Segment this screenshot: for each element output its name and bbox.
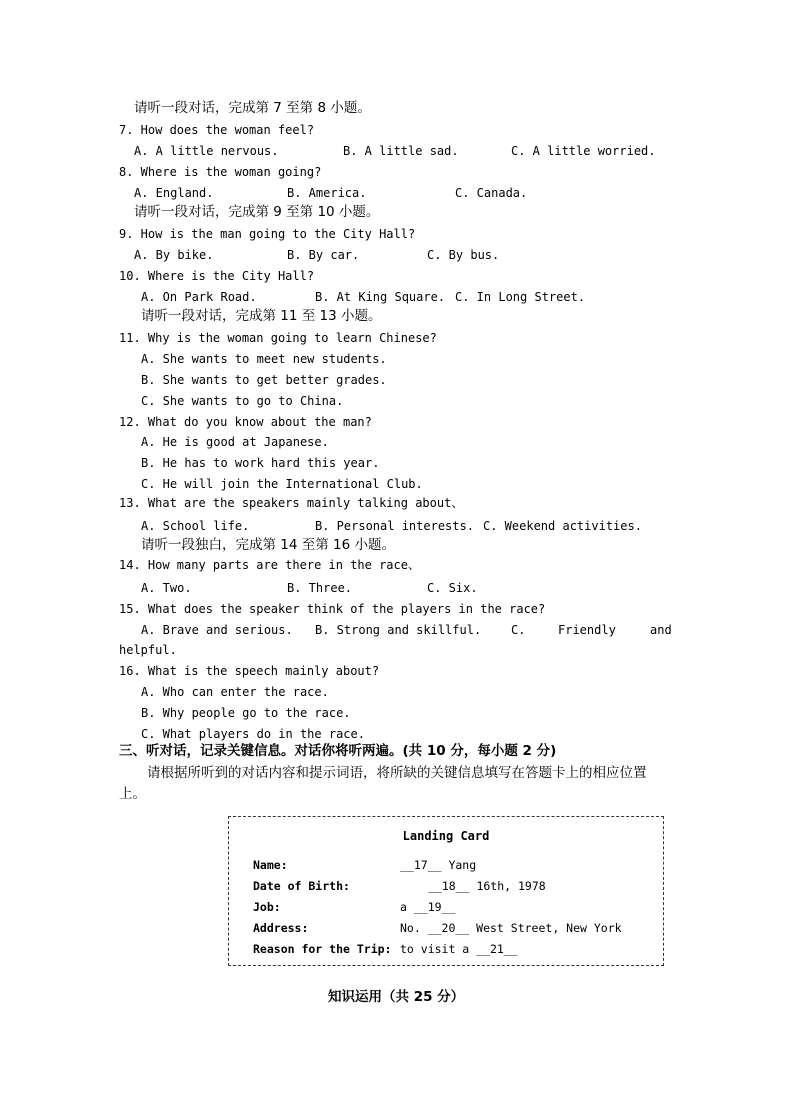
card-label-name: Name: — [253, 858, 288, 872]
landing-card-title: Landing Card — [402, 829, 490, 843]
option-15a: A. Brave and serious. — [141, 623, 293, 637]
option-14b: B. Three. — [287, 581, 353, 595]
question-13: 13. What are the speakers mainly talking about、 — [119, 496, 464, 510]
option-8b: B. America. — [287, 186, 367, 200]
option-14c: C. Six. — [427, 581, 478, 595]
option-10b: B. At King Square. — [315, 290, 446, 304]
card-value-dob: __18__ 16th, 1978 — [428, 879, 546, 893]
instruction-7-8: 请听一段对话，完成第 7 至第 8 小题。 — [134, 100, 371, 116]
option-11c: C. She wants to go to China. — [141, 394, 344, 408]
card-label-reason: Reason for the Trip: — [253, 942, 392, 956]
option-13c: C. Weekend activities. — [483, 519, 642, 533]
landing-card — [228, 816, 664, 966]
option-15c-word3: helpful. — [119, 643, 177, 657]
card-value-address: No. __20__ West Street, New York — [400, 921, 622, 935]
option-11a: A. She wants to meet new students. — [141, 352, 387, 366]
option-10c: C. In Long Street. — [455, 290, 586, 304]
instruction-11-13: 请听一段对话，完成第 11 至 13 小题。 — [141, 308, 382, 324]
card-label-dob: Date of Birth: — [253, 879, 350, 893]
option-14a: A. Two. — [141, 581, 192, 595]
option-13b: B. Personal interests. — [315, 519, 474, 533]
section3-desc-line1: 请根据所听到的对话内容和提示词语，将所缺的关键信息填写在答题卡上的相应位置 — [147, 765, 647, 781]
option-15b: B. Strong and skillful. — [315, 623, 482, 637]
option-7c: C. A little worried. — [511, 144, 656, 158]
instruction-14-16: 请听一段独白，完成第 14 至第 16 小题。 — [141, 537, 396, 553]
section3-heading: 三、听对话，记录关键信息。对话你将听两遍。(共 10 分，每小题 2 分) — [119, 743, 557, 759]
option-16b: B. Why people go to the race. — [141, 706, 351, 720]
option-16c: C. What players do in the race. — [141, 727, 365, 741]
option-8c: C. Canada. — [455, 186, 528, 200]
option-12a: A. He is good at Japanese. — [141, 435, 329, 449]
section-footer-title: 知识运用（共 25 分） — [328, 989, 465, 1005]
option-9b: B. By car. — [287, 248, 360, 262]
question-14: 14. How many parts are there in the race、 — [119, 558, 420, 572]
option-15c-letter: C. — [511, 623, 526, 637]
option-7a: A. A little nervous. — [134, 144, 279, 158]
question-10: 10. Where is the City Hall? — [119, 269, 315, 283]
option-15c-word2: and — [650, 623, 672, 637]
question-12: 12. What do you know about the man? — [119, 415, 372, 429]
question-7: 7. How does the woman feel? — [119, 123, 315, 137]
card-label-job: Job: — [253, 900, 281, 914]
question-11: 11. Why is the woman going to learn Chinese? — [119, 331, 437, 345]
option-11b: B. She wants to get better grades. — [141, 373, 387, 387]
question-9: 9. How is the man going to the City Hall? — [119, 227, 416, 241]
option-16a: A. Who can enter the race. — [141, 685, 329, 699]
option-12b: B. He has to work hard this year. — [141, 456, 380, 470]
card-value-job: a __19__ — [400, 900, 456, 914]
option-8a: A. England. — [134, 186, 214, 200]
question-8: 8. Where is the woman going? — [119, 165, 322, 179]
section3-desc-line2: 上。 — [119, 786, 146, 802]
option-9c: C. By bus. — [427, 248, 500, 262]
option-7b: B. A little sad. — [343, 144, 459, 158]
instruction-9-10: 请听一段对话，完成第 9 至第 10 小题。 — [134, 204, 380, 220]
option-13a: A. School life. — [141, 519, 250, 533]
card-label-address: Address: — [253, 921, 309, 935]
card-value-name: __17__ Yang — [400, 858, 477, 872]
option-10a: A. On Park Road. — [141, 290, 257, 304]
question-16: 16. What is the speech mainly about? — [119, 664, 380, 678]
question-15: 15. What does the speaker think of the players in the race? — [119, 602, 546, 616]
option-9a: A. By bike. — [134, 248, 214, 262]
card-value-reason: to visit a __21__ — [400, 942, 518, 956]
option-12c: C. He will join the International Club. — [141, 477, 423, 491]
option-15c-word1: Friendly — [558, 623, 616, 637]
